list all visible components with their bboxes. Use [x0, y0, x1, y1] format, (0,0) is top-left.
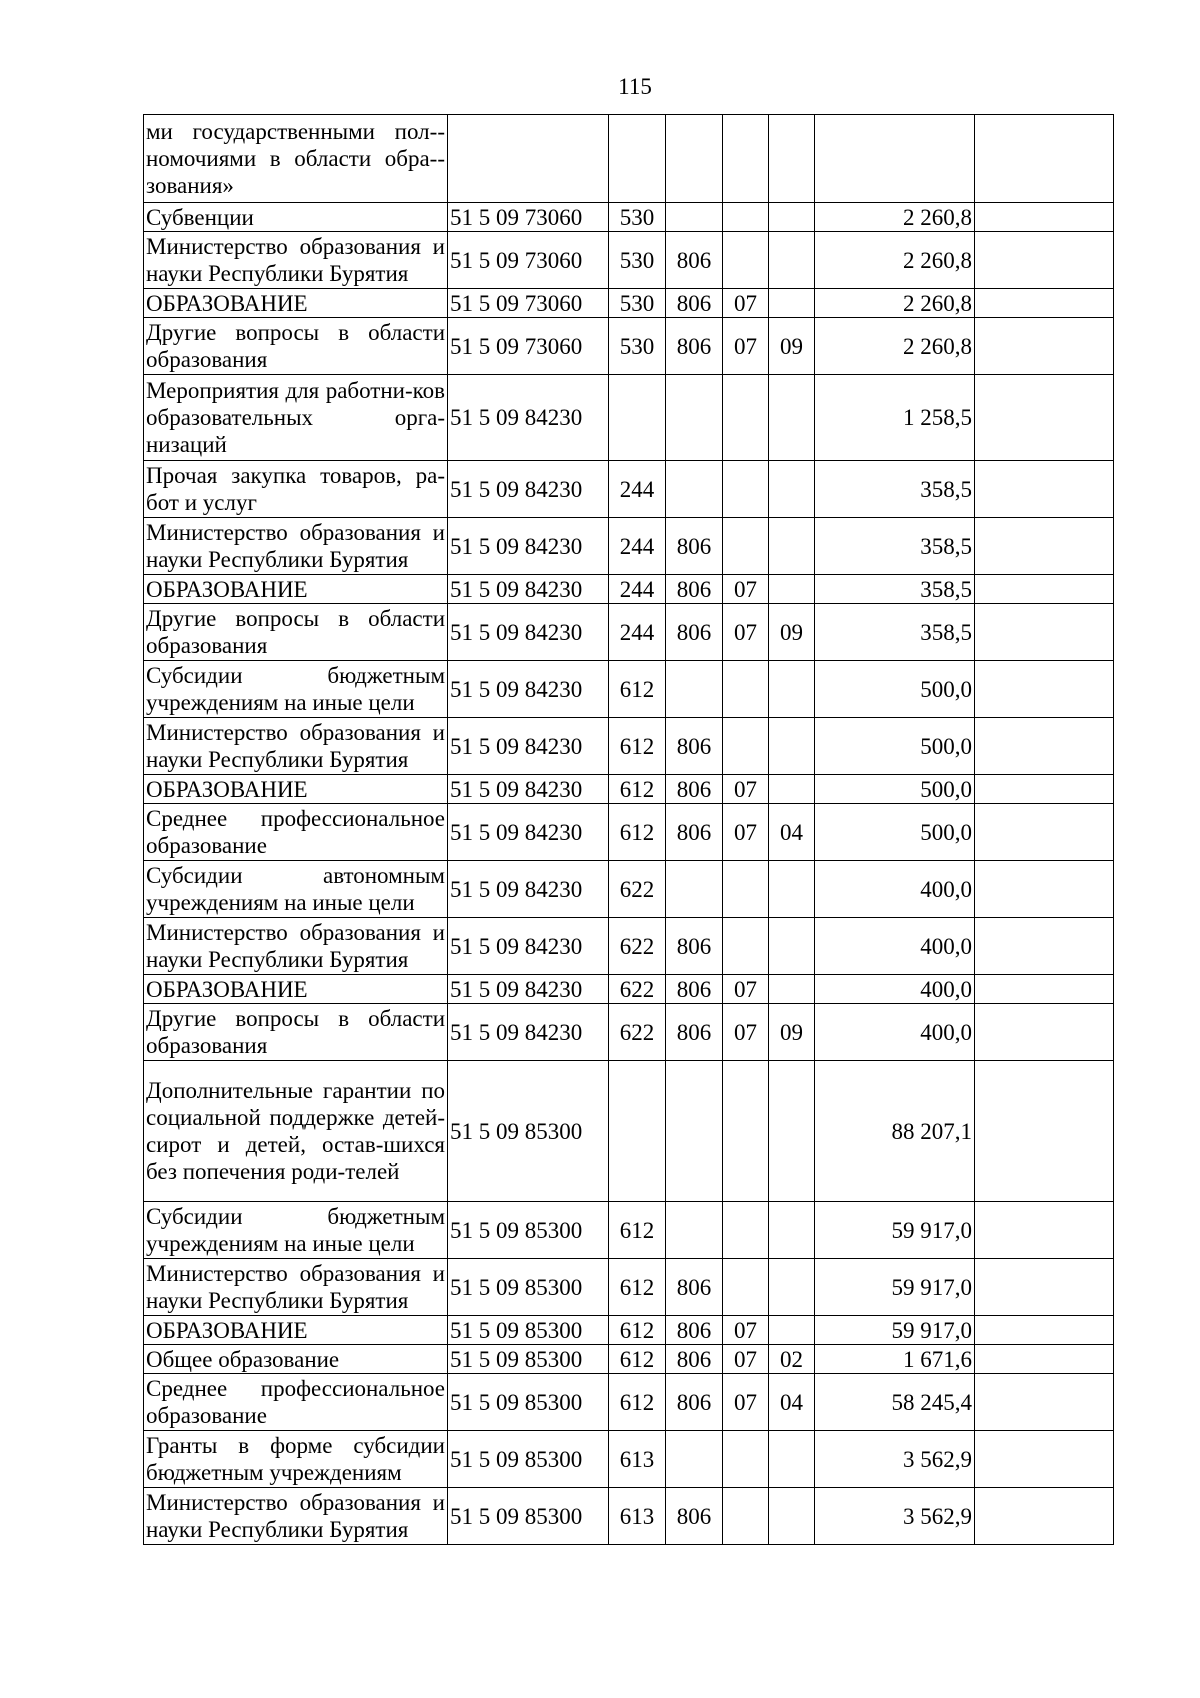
subsection-code-cell: [769, 1061, 815, 1202]
main-admin-code-cell: 806: [666, 718, 723, 775]
amount-cell: 400,0: [815, 975, 975, 1004]
target-article-code-cell: 51 5 09 73060: [448, 232, 609, 289]
expense-type-cell: 613: [609, 1488, 666, 1545]
expense-type-cell: 612: [609, 1316, 666, 1345]
main-admin-code-cell: [666, 1431, 723, 1488]
amount-cell: 2 260,8: [815, 289, 975, 318]
amount-cell: 400,0: [815, 918, 975, 975]
table-row: [144, 318, 1114, 375]
row-name-cell: ОБРАЗОВАНИЕ: [144, 775, 448, 804]
main-admin-code-cell: 806: [666, 318, 723, 375]
extra-empty-cell: [975, 718, 1114, 775]
row-name-cell: Министерство образования и науки Республики Бурятия: [144, 1488, 448, 1545]
section-code-cell: 07: [723, 1004, 769, 1061]
section-code-cell: [723, 1488, 769, 1545]
extra-empty-cell: [975, 975, 1114, 1004]
expense-type-cell: 244: [609, 461, 666, 518]
table-row: [144, 1374, 1114, 1431]
table-row: [144, 1202, 1114, 1259]
expense-type-cell: 612: [609, 661, 666, 718]
extra-empty-cell: [975, 518, 1114, 575]
subsection-code-cell: [769, 661, 815, 718]
target-article-code-cell: 51 5 09 85300: [448, 1061, 609, 1202]
table-row: [144, 203, 1114, 232]
amount-cell: 59 917,0: [815, 1202, 975, 1259]
amount-cell: 3 562,9: [815, 1431, 975, 1488]
main-admin-code-cell: 806: [666, 575, 723, 604]
expense-type-cell: [609, 375, 666, 461]
section-code-cell: [723, 1202, 769, 1259]
row-name-cell: Среднее профессиональное образование: [144, 1374, 448, 1431]
target-article-code-cell: 51 5 09 84230: [448, 375, 609, 461]
amount-cell: 358,5: [815, 518, 975, 575]
section-code-cell: 07: [723, 318, 769, 375]
page-number: 115: [618, 74, 652, 99]
subsection-code-cell: 04: [769, 804, 815, 861]
subsection-code-cell: [769, 518, 815, 575]
target-article-code-cell: 51 5 09 73060: [448, 203, 609, 232]
extra-empty-cell: [975, 375, 1114, 461]
extra-empty-cell: [975, 1488, 1114, 1545]
extra-empty-cell: [975, 1004, 1114, 1061]
section-code-cell: [723, 232, 769, 289]
amount-cell: 58 245,4: [815, 1374, 975, 1431]
target-article-code-cell: 51 5 09 84230: [448, 575, 609, 604]
section-code-cell: 07: [723, 1316, 769, 1345]
extra-empty-cell: [975, 918, 1114, 975]
amount-cell: 500,0: [815, 804, 975, 861]
extra-empty-cell: [975, 318, 1114, 375]
extra-empty-cell: [975, 1374, 1114, 1431]
extra-empty-cell: [975, 604, 1114, 661]
main-admin-code-cell: [666, 461, 723, 518]
target-article-code-cell: 51 5 09 84230: [448, 1004, 609, 1061]
subsection-code-cell: 09: [769, 604, 815, 661]
main-admin-code-cell: 806: [666, 1374, 723, 1431]
expense-type-cell: 622: [609, 861, 666, 918]
main-admin-code-cell: 806: [666, 232, 723, 289]
subsection-code-cell: [769, 575, 815, 604]
section-code-cell: [723, 1431, 769, 1488]
main-admin-code-cell: 806: [666, 775, 723, 804]
section-code-cell: [723, 718, 769, 775]
extra-empty-cell: [975, 775, 1114, 804]
main-admin-code-cell: 806: [666, 1488, 723, 1545]
section-code-cell: [723, 861, 769, 918]
table-row: [144, 232, 1114, 289]
main-admin-code-cell: 806: [666, 975, 723, 1004]
section-code-cell: 07: [723, 975, 769, 1004]
section-code-cell: [723, 461, 769, 518]
target-article-code-cell: 51 5 09 84230: [448, 518, 609, 575]
expense-type-cell: 612: [609, 718, 666, 775]
target-article-code-cell: [448, 115, 609, 203]
extra-empty-cell: [975, 1061, 1114, 1202]
extra-empty-cell: [975, 1345, 1114, 1374]
amount-cell: 1 671,6: [815, 1345, 975, 1374]
row-name-cell: Министерство образования и науки Республики Бурятия: [144, 718, 448, 775]
table-body: [144, 115, 1114, 1545]
table-row: [144, 975, 1114, 1004]
main-admin-code-cell: [666, 115, 723, 203]
amount-cell: 358,5: [815, 604, 975, 661]
target-article-code-cell: 51 5 09 73060: [448, 289, 609, 318]
table-row: [144, 775, 1114, 804]
row-name-cell: Прочая закупка товаров, ра-бот и услуг: [144, 461, 448, 518]
expense-type-cell: 622: [609, 975, 666, 1004]
amount-cell: 358,5: [815, 461, 975, 518]
target-article-code-cell: 51 5 09 85300: [448, 1345, 609, 1374]
extra-empty-cell: [975, 661, 1114, 718]
subsection-code-cell: [769, 1259, 815, 1316]
section-code-cell: [723, 518, 769, 575]
row-name-cell: Мероприятия для работни-ков образовательных орга-низаций: [144, 375, 448, 461]
row-name-cell: ОБРАЗОВАНИЕ: [144, 289, 448, 318]
target-article-code-cell: 51 5 09 84230: [448, 461, 609, 518]
amount-cell: 500,0: [815, 661, 975, 718]
subsection-code-cell: [769, 115, 815, 203]
main-admin-code-cell: 806: [666, 518, 723, 575]
table-row: [144, 289, 1114, 318]
main-admin-code-cell: [666, 1061, 723, 1202]
row-name-cell: Министерство образования и науки Республики Бурятия: [144, 518, 448, 575]
main-admin-code-cell: 806: [666, 1259, 723, 1316]
extra-empty-cell: [975, 289, 1114, 318]
section-code-cell: 07: [723, 575, 769, 604]
expense-type-cell: 530: [609, 203, 666, 232]
subsection-code-cell: [769, 1316, 815, 1345]
extra-empty-cell: [975, 1431, 1114, 1488]
target-article-code-cell: 51 5 09 85300: [448, 1374, 609, 1431]
main-admin-code-cell: 806: [666, 804, 723, 861]
main-admin-code-cell: 806: [666, 604, 723, 661]
row-name-cell: ОБРАЗОВАНИЕ: [144, 975, 448, 1004]
expense-type-cell: [609, 115, 666, 203]
section-code-cell: [723, 115, 769, 203]
amount-cell: 59 917,0: [815, 1316, 975, 1345]
row-name-cell: Министерство образования и науки Республики Бурятия: [144, 1259, 448, 1316]
table-row: [144, 115, 1114, 203]
row-name-cell: Дополнительные гарантии по социальной поддержке детей-сирот и детей, остав-шихся без попечения роди-телей: [144, 1061, 448, 1202]
extra-empty-cell: [975, 861, 1114, 918]
subsection-code-cell: [769, 461, 815, 518]
expense-type-cell: 612: [609, 1374, 666, 1431]
table-row: [144, 1004, 1114, 1061]
table-row: [144, 604, 1114, 661]
table-row: [144, 718, 1114, 775]
extra-empty-cell: [975, 461, 1114, 518]
subsection-code-cell: 09: [769, 1004, 815, 1061]
expense-type-cell: 530: [609, 232, 666, 289]
row-name-cell: Другие вопросы в области образования: [144, 318, 448, 375]
section-code-cell: [723, 203, 769, 232]
extra-empty-cell: [975, 1202, 1114, 1259]
expense-type-cell: 530: [609, 318, 666, 375]
amount-cell: 500,0: [815, 775, 975, 804]
row-name-cell: Субсидии бюджетным учреждениям на иные цели: [144, 1202, 448, 1259]
row-name-cell: Субвенции: [144, 203, 448, 232]
target-article-code-cell: 51 5 09 85300: [448, 1259, 609, 1316]
extra-empty-cell: [975, 804, 1114, 861]
subsection-code-cell: [769, 975, 815, 1004]
section-code-cell: [723, 918, 769, 975]
table-row: [144, 1345, 1114, 1374]
subsection-code-cell: [769, 1488, 815, 1545]
main-admin-code-cell: 806: [666, 289, 723, 318]
section-code-cell: 07: [723, 289, 769, 318]
main-admin-code-cell: 806: [666, 1004, 723, 1061]
amount-cell: 1 258,5: [815, 375, 975, 461]
table-row: [144, 461, 1114, 518]
row-name-cell: ОБРАЗОВАНИЕ: [144, 575, 448, 604]
target-article-code-cell: 51 5 09 84230: [448, 861, 609, 918]
expense-type-cell: 612: [609, 1202, 666, 1259]
amount-cell: 88 207,1: [815, 1061, 975, 1202]
extra-empty-cell: [975, 232, 1114, 289]
section-code-cell: 07: [723, 775, 769, 804]
subsection-code-cell: [769, 203, 815, 232]
extra-empty-cell: [975, 1259, 1114, 1316]
table-row: [144, 918, 1114, 975]
target-article-code-cell: 51 5 09 85300: [448, 1202, 609, 1259]
target-article-code-cell: 51 5 09 84230: [448, 804, 609, 861]
target-article-code-cell: 51 5 09 84230: [448, 775, 609, 804]
amount-cell: 2 260,8: [815, 203, 975, 232]
table-row: [144, 661, 1114, 718]
main-admin-code-cell: [666, 1202, 723, 1259]
expense-type-cell: 530: [609, 289, 666, 318]
target-article-code-cell: 51 5 09 85300: [448, 1316, 609, 1345]
section-code-cell: 07: [723, 1374, 769, 1431]
subsection-code-cell: 04: [769, 1374, 815, 1431]
expense-type-cell: 612: [609, 804, 666, 861]
main-admin-code-cell: 806: [666, 1345, 723, 1374]
budget-table: [143, 114, 1114, 1545]
section-code-cell: [723, 1259, 769, 1316]
amount-cell: 358,5: [815, 575, 975, 604]
subsection-code-cell: [769, 289, 815, 318]
section-code-cell: 07: [723, 1345, 769, 1374]
extra-empty-cell: [975, 575, 1114, 604]
extra-empty-cell: [975, 203, 1114, 232]
expense-type-cell: 244: [609, 518, 666, 575]
table-row: [144, 1316, 1114, 1345]
amount-cell: 400,0: [815, 1004, 975, 1061]
amount-cell: 2 260,8: [815, 318, 975, 375]
row-name-cell: Субсидии бюджетным учреждениям на иные цели: [144, 661, 448, 718]
row-name-cell: Общее образование: [144, 1345, 448, 1374]
row-name-cell: Субсидии автономным учреждениям на иные цели: [144, 861, 448, 918]
main-admin-code-cell: [666, 861, 723, 918]
table-row: [144, 375, 1114, 461]
table-row: [144, 804, 1114, 861]
row-name-cell: Другие вопросы в области образования: [144, 604, 448, 661]
table-row: [144, 1431, 1114, 1488]
subsection-code-cell: [769, 775, 815, 804]
extra-empty-cell: [975, 1316, 1114, 1345]
main-admin-code-cell: [666, 203, 723, 232]
main-admin-code-cell: [666, 375, 723, 461]
section-code-cell: 07: [723, 804, 769, 861]
target-article-code-cell: 51 5 09 84230: [448, 975, 609, 1004]
amount-cell: 2 260,8: [815, 232, 975, 289]
expense-type-cell: 244: [609, 604, 666, 661]
row-name-cell: ми государственными пол-номочиями в области обра-зования»: [144, 115, 448, 203]
subsection-code-cell: [769, 861, 815, 918]
target-article-code-cell: 51 5 09 84230: [448, 918, 609, 975]
amount-cell: 500,0: [815, 718, 975, 775]
row-name-cell: Министерство образования и науки Республики Бурятия: [144, 918, 448, 975]
target-article-code-cell: 51 5 09 85300: [448, 1488, 609, 1545]
subsection-code-cell: [769, 1202, 815, 1259]
amount-cell: 400,0: [815, 861, 975, 918]
row-name-cell: Другие вопросы в области образования: [144, 1004, 448, 1061]
amount-cell: 3 562,9: [815, 1488, 975, 1545]
table-row: [144, 1061, 1114, 1202]
expense-type-cell: 622: [609, 918, 666, 975]
target-article-code-cell: 51 5 09 84230: [448, 661, 609, 718]
table-row: [144, 1488, 1114, 1545]
table-row: [144, 861, 1114, 918]
table-row: [144, 518, 1114, 575]
expense-type-cell: 612: [609, 1345, 666, 1374]
section-code-cell: 07: [723, 604, 769, 661]
expense-type-cell: 612: [609, 775, 666, 804]
expense-type-cell: [609, 1061, 666, 1202]
table-row: [144, 1259, 1114, 1316]
amount-cell: [815, 115, 975, 203]
expense-type-cell: 622: [609, 1004, 666, 1061]
subsection-code-cell: 02: [769, 1345, 815, 1374]
target-article-code-cell: 51 5 09 84230: [448, 718, 609, 775]
subsection-code-cell: [769, 918, 815, 975]
subsection-code-cell: 09: [769, 318, 815, 375]
expense-type-cell: 613: [609, 1431, 666, 1488]
extra-empty-cell: [975, 115, 1114, 203]
row-name-cell: Среднее профессиональное образование: [144, 804, 448, 861]
section-code-cell: [723, 1061, 769, 1202]
target-article-code-cell: 51 5 09 73060: [448, 318, 609, 375]
main-admin-code-cell: [666, 661, 723, 718]
row-name-cell: ОБРАЗОВАНИЕ: [144, 1316, 448, 1345]
target-article-code-cell: 51 5 09 85300: [448, 1431, 609, 1488]
main-admin-code-cell: 806: [666, 918, 723, 975]
amount-cell: 59 917,0: [815, 1259, 975, 1316]
main-admin-code-cell: 806: [666, 1316, 723, 1345]
expense-type-cell: 612: [609, 1259, 666, 1316]
expense-type-cell: 244: [609, 575, 666, 604]
subsection-code-cell: [769, 718, 815, 775]
row-name-cell: Гранты в форме субсидии бюджетным учреждениям: [144, 1431, 448, 1488]
row-name-cell: Министерство образования и науки Республики Бурятия: [144, 232, 448, 289]
section-code-cell: [723, 375, 769, 461]
subsection-code-cell: [769, 375, 815, 461]
subsection-code-cell: [769, 232, 815, 289]
subsection-code-cell: [769, 1431, 815, 1488]
target-article-code-cell: 51 5 09 84230: [448, 604, 609, 661]
table-row: [144, 575, 1114, 604]
section-code-cell: [723, 661, 769, 718]
